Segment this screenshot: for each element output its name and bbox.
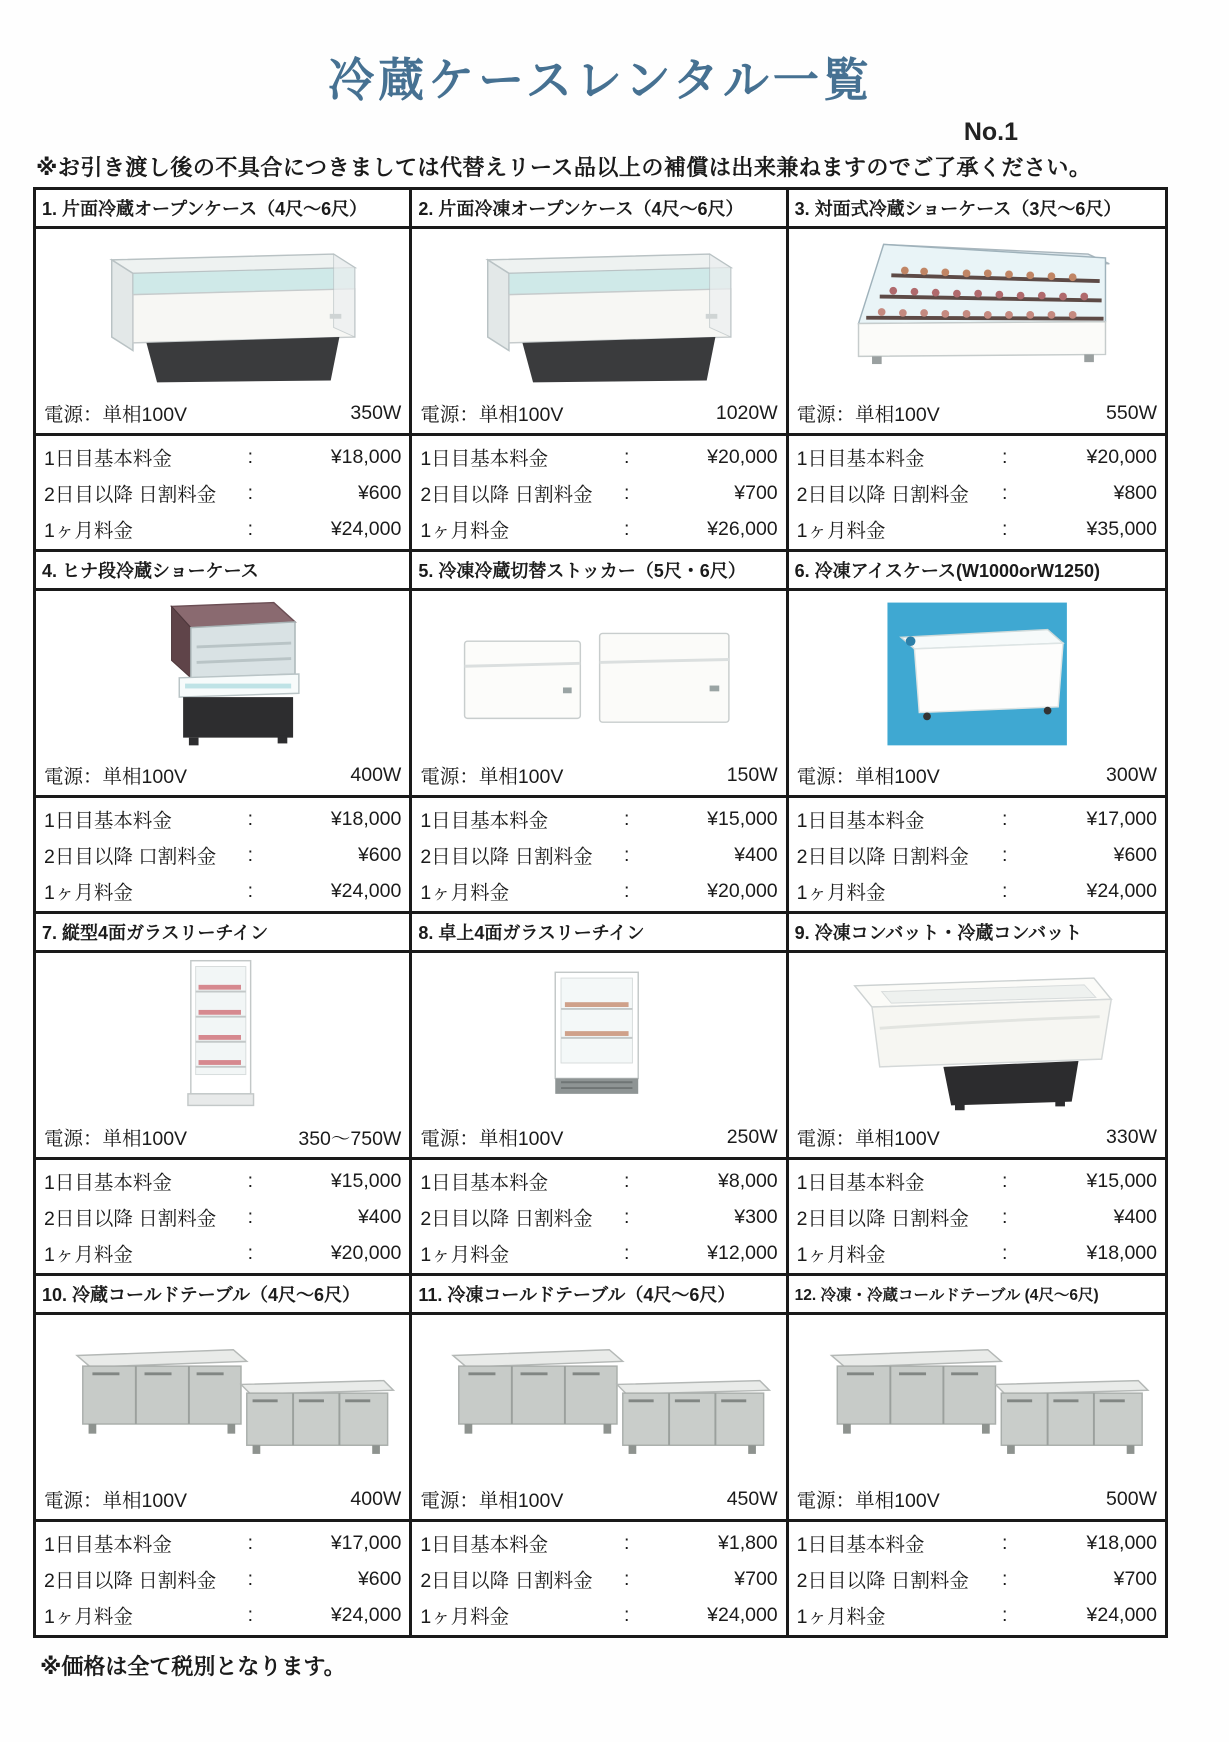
price-value: ¥8,000 [718, 1169, 778, 1192]
item-name: 3. 対面式冷蔵ショーケース（3尺～6尺） [794, 199, 1122, 219]
price-label: 2日目以降 日割料金 [420, 1208, 593, 1230]
power-row [36, 1479, 409, 1519]
product-media [36, 229, 409, 436]
power-label: 電源：単相100V [44, 1128, 188, 1150]
price-label: 2日目以降 日割料金 [796, 484, 969, 506]
hina-showcase-illustration [36, 591, 409, 755]
power-wattage: 450W [726, 1487, 778, 1510]
power-row [36, 755, 409, 795]
stocker-illustration [412, 591, 785, 755]
price-row [412, 1597, 785, 1633]
power-row [412, 393, 785, 433]
price-label: 1ヶ月料金 [420, 882, 510, 904]
price-value: ¥20,000 [707, 445, 778, 468]
item-name: 2. 片面冷凍オープンケース（4尺～6尺） [418, 199, 744, 219]
price-value: ¥400 [1113, 1205, 1157, 1228]
price-colon: : [624, 1531, 630, 1554]
product-header [412, 190, 785, 229]
price-label: 2日目以降 日割料金 [420, 846, 593, 868]
price-colon: : [1002, 879, 1008, 902]
price-label: 1ヶ月料金 [796, 1606, 886, 1628]
price-colon: : [1002, 1241, 1008, 1264]
product-image [412, 591, 785, 755]
cold-table-illustration [789, 1315, 1165, 1479]
price-colon: : [247, 807, 254, 830]
power-label: 電源：単相100V [796, 1128, 940, 1150]
product-image [36, 229, 409, 393]
rental-table [33, 187, 1168, 1638]
price-row [36, 873, 409, 909]
price-colon: : [624, 1241, 630, 1264]
power-label: 電源：単相100V [44, 404, 188, 426]
price-row [789, 1597, 1165, 1633]
product-image [789, 229, 1165, 393]
item-name: 8. 卓上4面ガラスリーチイン [418, 923, 645, 943]
price-label: 2日目以降 日割料金 [796, 1208, 969, 1230]
price-value: ¥18,000 [1086, 1241, 1157, 1264]
price-colon: : [624, 879, 630, 902]
cold-table-illustration [412, 1315, 785, 1479]
price-block [789, 436, 1165, 549]
product-media [789, 1315, 1165, 1522]
ice-case-illustration [789, 591, 1165, 755]
power-row [789, 755, 1165, 795]
price-row [789, 439, 1165, 475]
product-cell [36, 914, 412, 1276]
product-cell [789, 190, 1165, 552]
product-image [36, 591, 409, 755]
price-label: 1日目基本料金 [796, 1172, 925, 1194]
price-label: 1ヶ月料金 [796, 1244, 886, 1266]
price-colon: : [1002, 843, 1008, 866]
product-image [789, 591, 1165, 755]
product-header [789, 552, 1165, 591]
price-value: ¥300 [734, 1205, 778, 1228]
price-value: ¥800 [1113, 481, 1157, 504]
price-colon: : [1002, 807, 1008, 830]
price-colon: : [624, 481, 630, 504]
product-image [789, 1315, 1165, 1479]
product-header [412, 552, 785, 591]
price-colon: : [624, 445, 630, 468]
power-row [789, 1117, 1165, 1157]
price-label: 2日目以降 日割料金 [796, 846, 969, 868]
price-row [36, 475, 409, 511]
price-value: ¥18,000 [330, 807, 402, 830]
price-row [789, 801, 1165, 837]
price-label: 1日目基本料金 [420, 448, 549, 470]
product-media [789, 953, 1165, 1160]
price-value: ¥24,000 [1086, 1603, 1157, 1626]
product-media [412, 229, 785, 436]
power-wattage: 150W [726, 763, 778, 786]
price-label: 1日目基本料金 [44, 1172, 172, 1194]
price-row [412, 511, 785, 547]
price-block [36, 436, 409, 549]
item-name: 12. 冷凍・冷蔵コールドテーブル (4尺～6尺) [794, 1287, 1099, 1304]
price-row [412, 1199, 785, 1235]
price-label: 2日目以降 日割料金 [420, 1570, 593, 1592]
price-label: 1ヶ月料金 [420, 1606, 510, 1628]
tabletop-case-illustration [412, 953, 785, 1117]
power-label: 電源：単相100V [420, 1128, 564, 1150]
price-value: ¥24,000 [330, 517, 402, 540]
price-row [789, 511, 1165, 547]
price-value: ¥1,800 [718, 1531, 778, 1554]
price-colon: : [247, 1169, 254, 1192]
product-cell [36, 1276, 412, 1635]
price-label: 1日目基本料金 [796, 810, 925, 832]
price-value: ¥15,000 [330, 1169, 402, 1192]
price-value: ¥18,000 [330, 445, 402, 468]
price-colon: : [247, 517, 254, 540]
price-block [36, 1160, 409, 1273]
price-row [36, 1199, 409, 1235]
product-cell [36, 190, 412, 552]
power-label: 電源：単相100V [420, 404, 564, 426]
price-colon: : [624, 1603, 630, 1626]
product-media [412, 591, 785, 798]
price-row [36, 1597, 409, 1633]
product-header [789, 190, 1165, 229]
price-label: 1ヶ月料金 [44, 520, 133, 542]
price-label: 1日目基本料金 [44, 1534, 172, 1556]
power-wattage: 500W [1106, 1487, 1157, 1510]
price-colon: : [1002, 445, 1008, 468]
price-colon: : [1002, 1169, 1008, 1192]
power-row [412, 755, 785, 795]
price-label: 1日目基本料金 [420, 1534, 549, 1556]
power-label: 電源：単相100V [796, 1490, 940, 1512]
price-row [789, 1235, 1165, 1271]
cold-table-illustration [36, 1315, 409, 1479]
price-value: ¥24,000 [1086, 879, 1157, 902]
price-value: ¥20,000 [330, 1241, 402, 1264]
page-title: 冷蔵ケースレンタル一覧 [328, 54, 873, 106]
price-block [412, 1160, 785, 1273]
price-value: ¥700 [1113, 1567, 1157, 1590]
product-header [36, 914, 409, 953]
product-media [36, 591, 409, 798]
price-colon: : [247, 1531, 254, 1554]
price-value: ¥600 [357, 843, 402, 866]
product-header [789, 914, 1165, 953]
price-colon: : [624, 1205, 630, 1228]
price-row [36, 511, 409, 547]
price-row [412, 439, 785, 475]
open-case-illustration [36, 229, 409, 393]
price-row [36, 1561, 409, 1597]
power-label: 電源：単相100V [796, 766, 940, 788]
price-colon: : [247, 879, 254, 902]
price-row [36, 1235, 409, 1271]
price-value: ¥24,000 [707, 1603, 778, 1626]
price-value: ¥600 [357, 481, 402, 504]
price-row [412, 1561, 785, 1597]
price-colon: : [247, 481, 254, 504]
price-label: 1ヶ月料金 [44, 882, 133, 904]
power-wattage: 330W [1106, 1125, 1157, 1148]
price-colon: : [247, 843, 254, 866]
power-row [412, 1117, 785, 1157]
price-label: 1日目基本料金 [796, 448, 925, 470]
price-value: ¥700 [734, 481, 778, 504]
price-label: 2日目以降 日割料金 [44, 1570, 217, 1592]
product-image [412, 953, 785, 1117]
product-media [36, 953, 409, 1160]
item-name: 10. 冷蔵コールドテーブル（4尺～6尺） [42, 1285, 361, 1305]
price-colon: : [624, 517, 630, 540]
price-row [412, 873, 785, 909]
price-value: ¥24,000 [330, 879, 402, 902]
price-row [789, 837, 1165, 873]
reach-in-illustration [36, 953, 409, 1117]
product-media [789, 591, 1165, 798]
product-image [412, 229, 785, 393]
price-label: 1ヶ月料金 [796, 520, 886, 542]
front-showcase-illustration [789, 229, 1165, 393]
power-label: 電源：単相100V [44, 766, 188, 788]
price-row [36, 801, 409, 837]
product-media [412, 1315, 785, 1522]
power-label: 電源：単相100V [44, 1490, 188, 1512]
price-label: 2日目以降 日割料金 [44, 484, 217, 506]
price-colon: : [624, 1169, 630, 1192]
price-value: ¥400 [357, 1205, 402, 1228]
price-value: ¥20,000 [707, 879, 778, 902]
item-name: 11. 冷凍コールドテーブル（4尺～6尺） [418, 1285, 736, 1305]
product-cell [412, 914, 788, 1276]
product-media [412, 953, 785, 1160]
power-row [789, 393, 1165, 433]
price-row [412, 1525, 785, 1561]
item-name: 4. ヒナ段冷蔵ショーケース [42, 561, 259, 581]
price-colon: : [1002, 1567, 1008, 1590]
price-colon: : [247, 1205, 254, 1228]
product-image [789, 953, 1165, 1117]
price-value: ¥20,000 [1086, 445, 1157, 468]
price-label: 2日目以降 口割料金 [44, 846, 217, 868]
price-label: 2日目以降 日割料金 [796, 1570, 969, 1592]
price-colon: : [624, 843, 630, 866]
price-row [412, 837, 785, 873]
price-row [789, 1163, 1165, 1199]
product-image [36, 953, 409, 1117]
price-label: 1日目基本料金 [796, 1534, 925, 1556]
product-header [789, 1276, 1165, 1315]
price-colon: : [1002, 1205, 1008, 1228]
product-media [789, 229, 1165, 436]
price-value: ¥35,000 [1086, 517, 1157, 540]
price-row [36, 439, 409, 475]
price-value: ¥15,000 [1086, 1169, 1157, 1192]
item-name: 5. 冷凍冷蔵切替ストッカー（5尺・6尺） [418, 561, 746, 581]
price-colon: : [1002, 481, 1008, 504]
price-row [412, 801, 785, 837]
product-header [412, 1276, 785, 1315]
price-value: ¥18,000 [1086, 1531, 1157, 1554]
price-block [36, 1522, 409, 1635]
price-row [789, 1199, 1165, 1235]
price-block [789, 1160, 1165, 1273]
price-value: ¥15,000 [707, 807, 778, 830]
item-name: 1. 片面冷蔵オープンケース（4尺～6尺） [42, 199, 368, 219]
price-row [789, 1561, 1165, 1597]
price-label: 1ヶ月料金 [420, 1244, 510, 1266]
power-wattage: 350～750W [298, 1128, 402, 1150]
price-label: 1日目基本料金 [44, 448, 172, 470]
power-label: 電源：単相100V [420, 766, 564, 788]
power-row [789, 1479, 1165, 1519]
price-value: ¥24,000 [330, 1603, 402, 1626]
price-block [412, 436, 785, 549]
price-value: ¥17,000 [330, 1531, 402, 1554]
price-value: ¥12,000 [707, 1241, 778, 1264]
price-label: 2日目以降 日割料金 [420, 484, 593, 506]
price-colon: : [1002, 1603, 1008, 1626]
price-row [412, 1163, 785, 1199]
price-label: 2日目以降 日割料金 [44, 1208, 217, 1230]
price-value: ¥600 [357, 1567, 402, 1590]
price-value: ¥700 [734, 1567, 778, 1590]
power-row [412, 1479, 785, 1519]
price-block [412, 798, 785, 911]
product-cell [412, 1276, 788, 1635]
price-row [36, 837, 409, 873]
price-label: 1ヶ月料金 [44, 1244, 133, 1266]
price-value: ¥600 [1113, 843, 1157, 866]
product-image [36, 1315, 409, 1479]
power-wattage: 400W [350, 1487, 402, 1510]
power-row [36, 1117, 409, 1157]
price-block [412, 1522, 785, 1635]
item-name: 9. 冷凍コンバット・冷蔵コンバット [794, 923, 1083, 943]
price-block [789, 798, 1165, 911]
price-colon: : [1002, 517, 1008, 540]
price-colon: : [624, 1567, 630, 1590]
tax-note: ※価格は全て税別となります。 [40, 1654, 346, 1679]
product-header [412, 914, 785, 953]
product-cell [789, 552, 1165, 914]
power-label: 電源：単相100V [796, 404, 940, 426]
power-wattage: 1020W [715, 401, 778, 424]
power-wattage: 300W [1106, 763, 1157, 786]
top-disclaimer-note: ※お引き渡し後の不具合につきましては代替えリース品以上の補償は出来兼ねますのでご了承ください。 [36, 155, 1092, 180]
price-label: 1日目基本料金 [420, 1172, 549, 1194]
price-colon: : [247, 1603, 254, 1626]
price-row [789, 1525, 1165, 1561]
product-cell [789, 914, 1165, 1276]
price-value: ¥400 [734, 843, 778, 866]
price-colon: : [1002, 1531, 1008, 1554]
price-value: ¥17,000 [1086, 807, 1157, 830]
product-cell [412, 552, 788, 914]
price-colon: : [247, 1567, 254, 1590]
open-case-illustration [412, 229, 785, 393]
price-colon: : [247, 1241, 254, 1264]
price-block [789, 1522, 1165, 1635]
power-wattage: 400W [350, 763, 402, 786]
item-name: 7. 縦型4面ガラスリーチイン [42, 923, 269, 943]
price-colon: : [247, 445, 254, 468]
power-label: 電源：単相100V [420, 1490, 564, 1512]
price-label: 1ヶ月料金 [796, 882, 886, 904]
power-row [36, 393, 409, 433]
combat-illustration [789, 953, 1165, 1117]
price-label: 1日目基本料金 [44, 810, 172, 832]
power-wattage: 250W [726, 1125, 778, 1148]
product-header [36, 190, 409, 229]
product-cell [36, 552, 412, 914]
price-row [36, 1163, 409, 1199]
price-value: ¥26,000 [707, 517, 778, 540]
price-row [36, 1525, 409, 1561]
price-row [412, 475, 785, 511]
product-media [36, 1315, 409, 1522]
price-block [36, 798, 409, 911]
price-label: 1ヶ月料金 [420, 520, 510, 542]
price-row [789, 475, 1165, 511]
page-number: No.1 [963, 118, 1018, 146]
product-cell [412, 190, 788, 552]
product-header [36, 552, 409, 591]
price-row [789, 873, 1165, 909]
power-wattage: 350W [350, 401, 402, 424]
price-label: 1ヶ月料金 [44, 1606, 133, 1628]
price-label: 1日目基本料金 [420, 810, 549, 832]
price-colon: : [624, 807, 630, 830]
price-row [412, 1235, 785, 1271]
product-cell [789, 1276, 1165, 1635]
product-image [412, 1315, 785, 1479]
item-name: 6. 冷凍アイスケース(W1000orW1250) [794, 561, 1101, 581]
product-header [36, 1276, 409, 1315]
power-wattage: 550W [1106, 401, 1157, 424]
